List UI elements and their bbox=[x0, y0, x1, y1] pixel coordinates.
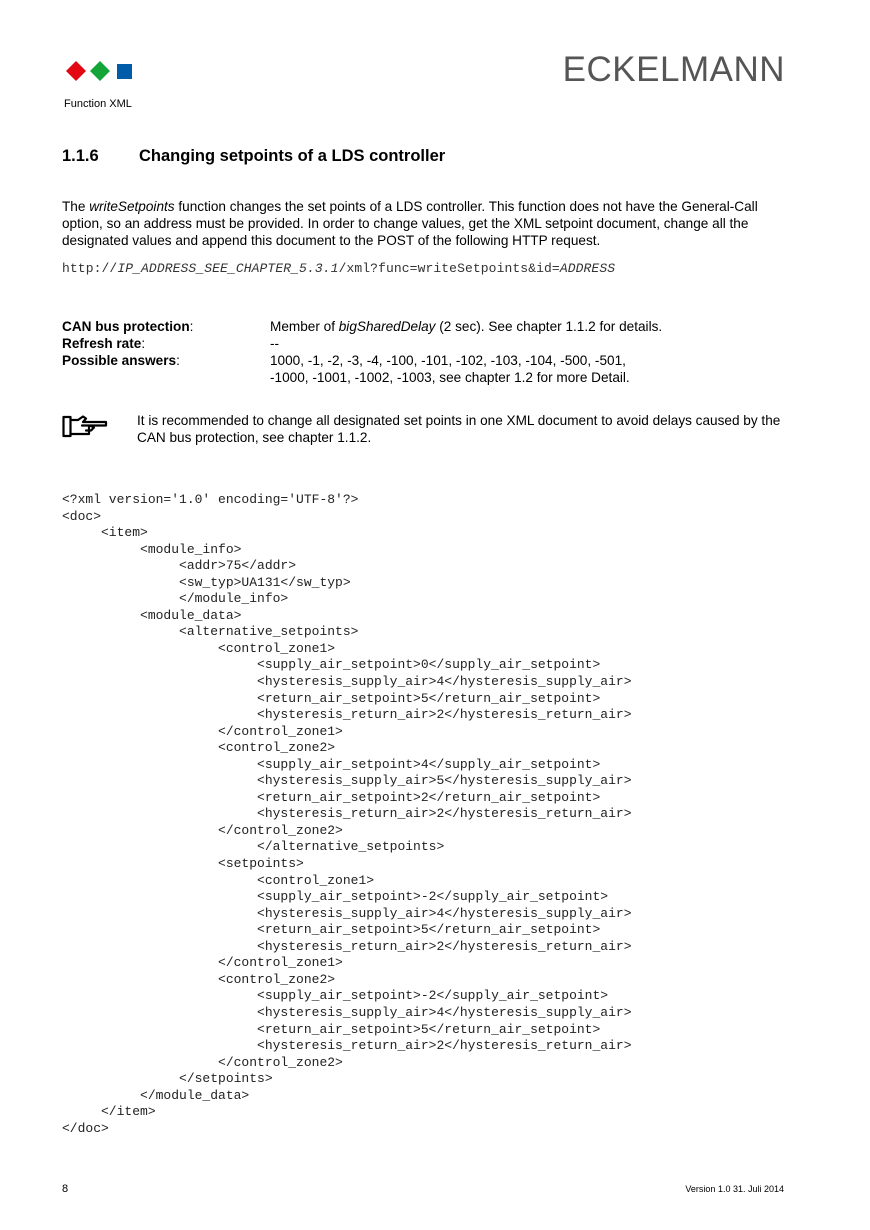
intro-paragraph: The writeSetpoints function changes the set points of a LDS controller. This function does not have the General-Call option, so an address must be provided. In order to change values, get the XML setpoint document, change all the designated values and append this document to the POST of the following HTTP request. bbox=[62, 199, 758, 248]
function-name: writeSetpoints bbox=[89, 199, 175, 214]
pointing-hand-icon bbox=[62, 414, 108, 440]
heading-number: 1.1.6 bbox=[62, 147, 99, 165]
property-label: Refresh rate bbox=[62, 336, 142, 351]
note-text: It is recommended to change all designated set points in one XML document to avoid delays caused by the CAN bus protection, see chapter 1.1.2. bbox=[137, 413, 781, 445]
property-row-refresh: Refresh rate: -- bbox=[62, 335, 792, 352]
blue-square-mark bbox=[117, 64, 132, 79]
url-host-placeholder: IP_ADDRESS_SEE_CHAPTER_5.3.1 bbox=[117, 261, 339, 276]
version-date: Version 1.0 31. Juli 2014 bbox=[685, 1184, 784, 1194]
property-row-answers: Possible answers: 1000, -1, -2, -3, -4, -100, -101, -102, -103, -104, -500, -501, -1000, -1001, -1002, -1003, see chapter 1.2 for more Detail. bbox=[62, 352, 792, 386]
property-row-can: CAN bus protection: Member of bigSharedDelay (2 sec). See chapter 1.1.2 for details. bbox=[62, 318, 792, 335]
green-diamond-mark bbox=[90, 61, 110, 81]
company-logo-squares bbox=[64, 59, 136, 83]
section-label: Function XML bbox=[64, 98, 132, 110]
red-diamond-mark bbox=[66, 61, 86, 81]
properties-table bbox=[62, 318, 792, 386]
xml-code-block: <?xml version='1.0' encoding='UTF-8'?> <doc> <item> <module_info> <addr>75</addr> <sw_typ>UA131</sw_typ> </module_info> <module_data> <alternative_setpoints> <control_zone1> <supply_air_setpoint>0</supply_air_setpoint> <hysteresis_supply_air>4</hysteresis_supply_air> <return_air_setpoint>5</return_air_setpoint> <hysteresis_return_air>2</hysteresis_return_air> </control_zone1> <control_zone2> <supply_air_setpoint>4</supply_air_setpoint> <hysteresis_supply_air>5</hysteresis_supply_air> <return_air_setpoint>2</return_air_setpoint> <hysteresis_return_air>2</hysteresis_return_air> </control_zone2> </alternative_setpoints> <setpoints> <control_zone1> <supply_air_setpoint>-2</supply_air_setpoint> <hysteresis_supply_air>4</hysteresis_supply_air> <return_air_setpoint>5</return_air_setpoint> <hysteresis_return_air>2</hysteresis_return_air> </control_zone1> <control_zone2> <supply_air_setpoint>-2</supply_air_setpoint> <hysteresis_supply_air>4</hysteresis_supply_air> <return_air_setpoint>5</return_air_setpoint> <hysteresis_return_air>2</hysteresis_return_air> </control_zone2> </setpoints> </module_data> </item> </doc> bbox=[62, 492, 632, 1136]
property-label: CAN bus protection bbox=[62, 319, 190, 334]
page-number: 8 bbox=[62, 1183, 69, 1195]
heading-title: Changing setpoints of a LDS controller bbox=[139, 147, 446, 165]
request-url: http://IP_ADDRESS_SEE_CHAPTER_5.3.1/xml?func=writeSetpoints&id=ADDRESS bbox=[62, 261, 616, 276]
property-value: 1000, -1, -2, -3, -4, -100, -101, -102, -103, -104, -500, -501, -1000, -1001, -1002, -1003, see chapter 1.2 for more Detail. bbox=[270, 353, 630, 385]
property-label: Possible answers bbox=[62, 353, 177, 368]
brand-logo-text: ECKELMANN bbox=[562, 50, 785, 89]
property-value: -- bbox=[270, 336, 280, 351]
property-value: Member of bigSharedDelay (2 sec). See chapter 1.1.2 for details. bbox=[270, 319, 663, 334]
url-id-placeholder: ADDRESS bbox=[559, 261, 616, 276]
section-heading bbox=[62, 147, 445, 166]
